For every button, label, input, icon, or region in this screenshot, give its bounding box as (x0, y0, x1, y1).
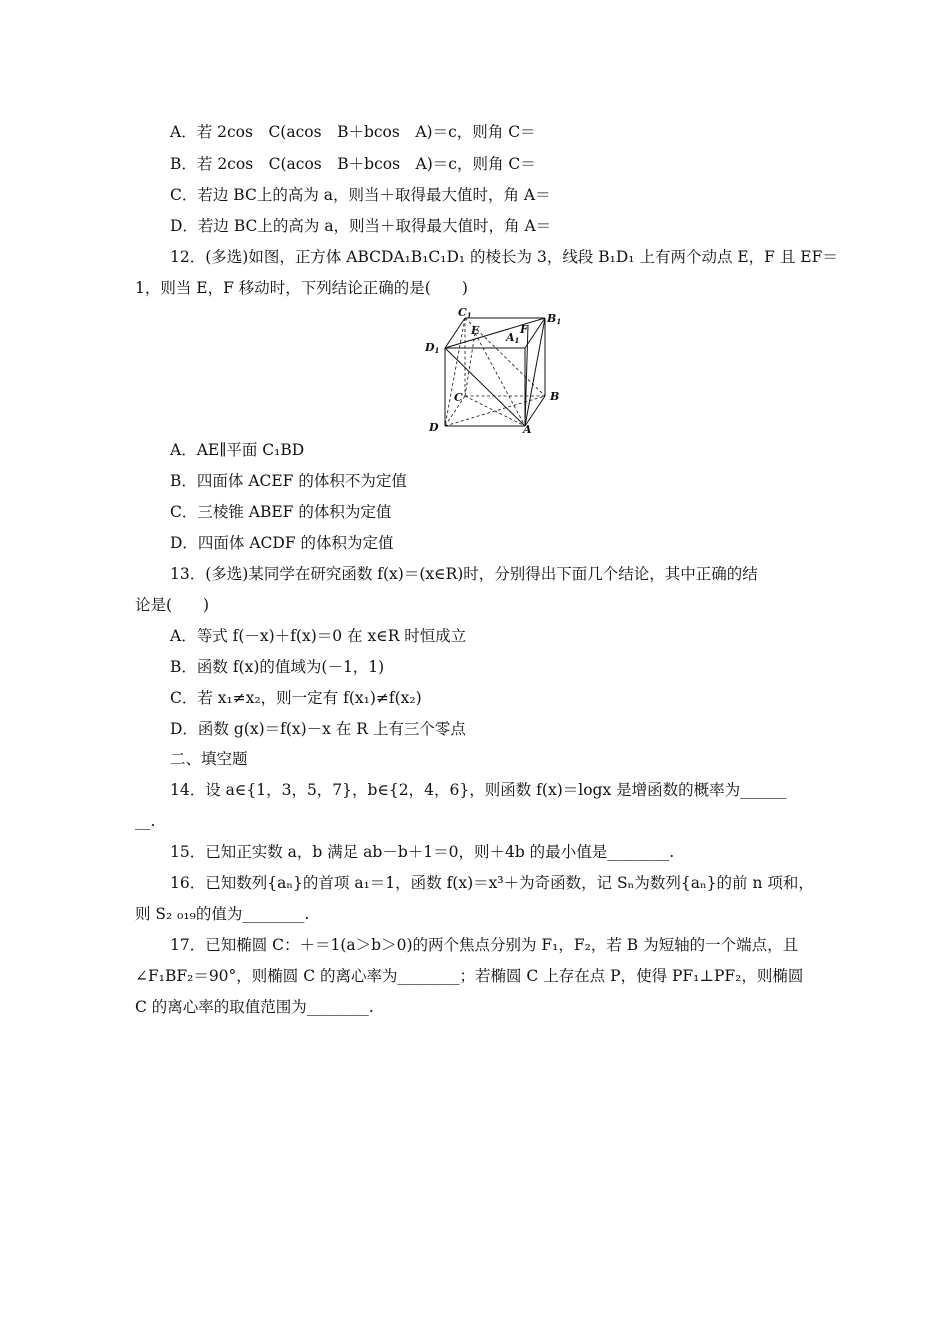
q15: 15．已知正实数 a，b 满足 ab－b＋1＝0，则＋4b 的最小值是________. (170, 843, 675, 861)
q11-option-a: A．若 2cos C(acos B＋bcos A)＝c，则角 C＝ (170, 123, 536, 141)
q14-line2: __. (135, 812, 156, 830)
q12-stem-line1: 12．(多选)如图，正方体 ABCDA₁B₁C₁D₁ 的棱长为 3，线段 B₁D₁ 上有两个动点 E，F 且 EF＝ (170, 248, 838, 266)
label-a: A (523, 423, 532, 436)
label-c: C (454, 391, 463, 404)
q13-stem-line1: 13．(多选)某同学在研究函数 f(x)＝(x∈R)时，分别得出下面几个结论，其中正确的结 (170, 565, 758, 583)
label-f: F (520, 323, 528, 336)
q14-line1: 14．设 a∈{1，3，5，7}，b∈{2，4，6}，则函数 f(x)＝logx 是增函数的概率为______ (170, 781, 787, 799)
hidden-segment-e-a (475, 333, 525, 426)
q12-option-c: C．三棱锥 ABEF 的体积为定值 (170, 503, 392, 521)
segment-d1-a (445, 348, 525, 426)
section-title-fill-in: 二、填空题 (170, 750, 248, 768)
q13-option-b: B．函数 f(x)的值域为(－1，1) (170, 658, 385, 676)
q11-option-c: C．若边 BC上的高为 a，则当＋取得最大值时，角 A＝ (170, 186, 551, 204)
q13-option-a: A．等式 f(－x)＋f(x)＝0 在 x∈R 时恒成立 (170, 627, 467, 645)
q13-option-d: D．函数 g(x)＝f(x)－x 在 R 上有三个零点 (170, 720, 466, 738)
segment-d1-b1 (445, 318, 545, 348)
cube-figure (420, 305, 570, 440)
hidden-segment-c-e (465, 333, 475, 396)
label-d1: D1 (425, 341, 440, 355)
label-b1: B1 (547, 312, 562, 326)
label-c1: C1 (458, 306, 472, 320)
q16-line1: 16．已知数列{aₙ}的首项 a₁＝1，函数 f(x)＝x³＋为奇函数，记 Sₙ为数列{aₙ}的前 n 项和， (170, 874, 814, 892)
q12-option-b: B．四面体 ACEF 的体积不为定值 (170, 472, 407, 490)
q16-line2: 则 S₂ ₀₁₉的值为________. (135, 905, 310, 923)
label-a1: A1 (506, 331, 520, 345)
edge-d1-c1 (445, 318, 465, 348)
q12-option-a: A．AE∥平面 C₁BD (170, 441, 305, 459)
q13-option-c: C．若 x₁≠x₂，则一定有 f(x₁)≠f(x₂) (170, 689, 422, 707)
label-d: D (429, 421, 439, 434)
q12-option-d: D．四面体 ACDF 的体积为定值 (170, 534, 394, 552)
label-b: B (550, 390, 560, 403)
label-e: E (471, 324, 480, 337)
hidden-segment-c1-d (445, 318, 465, 426)
q17-line1: 17．已知椭圆 C：＋＝1(a＞b＞0)的两个焦点分别为 F₁，F₂，若 B 为短轴的一个端点，且 (170, 936, 799, 954)
q12-stem-line2: 1，则当 E，F 移动时，下列结论正确的是( ) (135, 279, 468, 297)
q13-stem-line2: 论是( ) (135, 596, 210, 614)
q17-line2: ∠F₁BF₂＝90°，则椭圆 C 的离心率为________；若椭圆 C 上存在点 P，使得 PF₁⊥PF₂，则椭圆 (135, 967, 804, 985)
q11-option-d: D．若边 BC上的高为 a，则当＋取得最大值时，角 A＝ (170, 217, 552, 235)
q17-line3: C 的离心率的取值范围为________. (135, 998, 374, 1016)
q11-option-b: B．若 2cos C(acos B＋bcos A)＝c，则角 C＝ (170, 155, 536, 173)
